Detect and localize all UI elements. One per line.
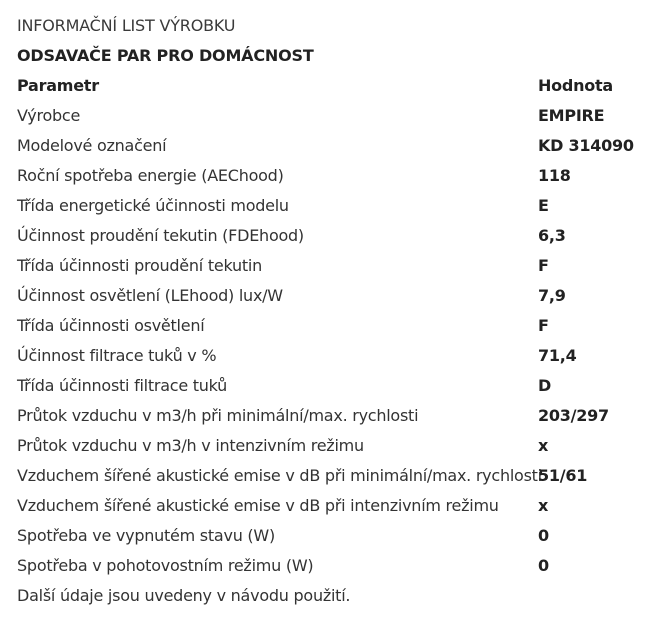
parameter-label: Účinnost filtrace tuků v % <box>17 346 217 365</box>
parameter-value: F <box>538 256 549 275</box>
parameter-label: Průtok vzduchu v m3/h v intenzivním režimu <box>17 436 364 455</box>
parameter-label: Roční spotřeba energie (AEChood) <box>17 166 284 185</box>
parameter-value: E <box>538 196 549 215</box>
table-header <box>17 71 657 101</box>
table-row <box>17 401 657 431</box>
parameter-table <box>17 101 657 581</box>
table-row <box>17 461 657 491</box>
parameter-value: EMPIRE <box>538 106 605 125</box>
parameter-value: x <box>538 496 549 515</box>
table-row <box>17 281 657 311</box>
parameter-value: 203/297 <box>538 406 609 425</box>
table-row <box>17 341 657 371</box>
parameter-label: Třída účinnosti filtrace tuků <box>17 376 228 395</box>
parameter-label: Třída účinnosti proudění tekutin <box>17 256 262 275</box>
parameter-value: F <box>538 316 549 335</box>
parameter-label: Účinnost osvětlení (LEhood) lux/W <box>17 286 283 305</box>
parameter-label: Třída účinnosti osvětlení <box>17 316 205 335</box>
parameter-label: Výrobce <box>17 106 81 125</box>
table-row <box>17 191 657 221</box>
parameter-value: KD 314090 <box>538 136 634 155</box>
parameter-value: 71,4 <box>538 346 577 365</box>
parameter-value: 51/61 <box>538 466 588 485</box>
parameter-label: Vzduchem šířené akustické emise v dB při minimální/max. rychlosti <box>17 466 542 485</box>
parameter-value: 0 <box>538 526 549 545</box>
table-row <box>17 491 657 521</box>
parameter-value: 6,3 <box>538 226 566 245</box>
header-parameter: Parametr <box>17 76 99 95</box>
parameter-value: x <box>538 436 549 455</box>
table-row <box>17 311 657 341</box>
parameter-label: Spotřeba v pohotovostním režimu (W) <box>17 556 314 575</box>
parameter-value: D <box>538 376 552 395</box>
parameter-value: 0 <box>538 556 549 575</box>
footer-note: Další údaje jsou uvedeny v návodu použití. <box>17 586 351 605</box>
table-row <box>17 101 657 131</box>
table-row <box>17 521 657 551</box>
parameter-label: Účinnost proudění tekutin (FDEhood) <box>17 226 304 245</box>
parameter-label: Třída energetické účinnosti modelu <box>17 196 289 215</box>
parameter-label: Vzduchem šířené akustické emise v dB při intenzivním režimu <box>17 496 499 515</box>
table-row <box>17 221 657 251</box>
parameter-value: 7,9 <box>538 286 566 305</box>
parameter-label: Spotřeba ve vypnutém stavu (W) <box>17 526 275 545</box>
table-row <box>17 431 657 461</box>
table-row <box>17 371 657 401</box>
product-information-sheet <box>17 11 657 611</box>
header-value: Hodnota <box>538 76 613 95</box>
table-row <box>17 551 657 581</box>
table-row <box>17 161 657 191</box>
document-title: INFORMAČNÍ LIST VÝROBKU <box>17 16 236 35</box>
document-subtitle: ODSAVAČE PAR PRO DOMÁCNOST <box>17 46 314 65</box>
table-row <box>17 251 657 281</box>
parameter-value: 118 <box>538 166 571 185</box>
table-row <box>17 131 657 161</box>
parameter-label: Modelové označení <box>17 136 167 155</box>
parameter-label: Průtok vzduchu v m3/h při minimální/max. rychlosti <box>17 406 419 425</box>
